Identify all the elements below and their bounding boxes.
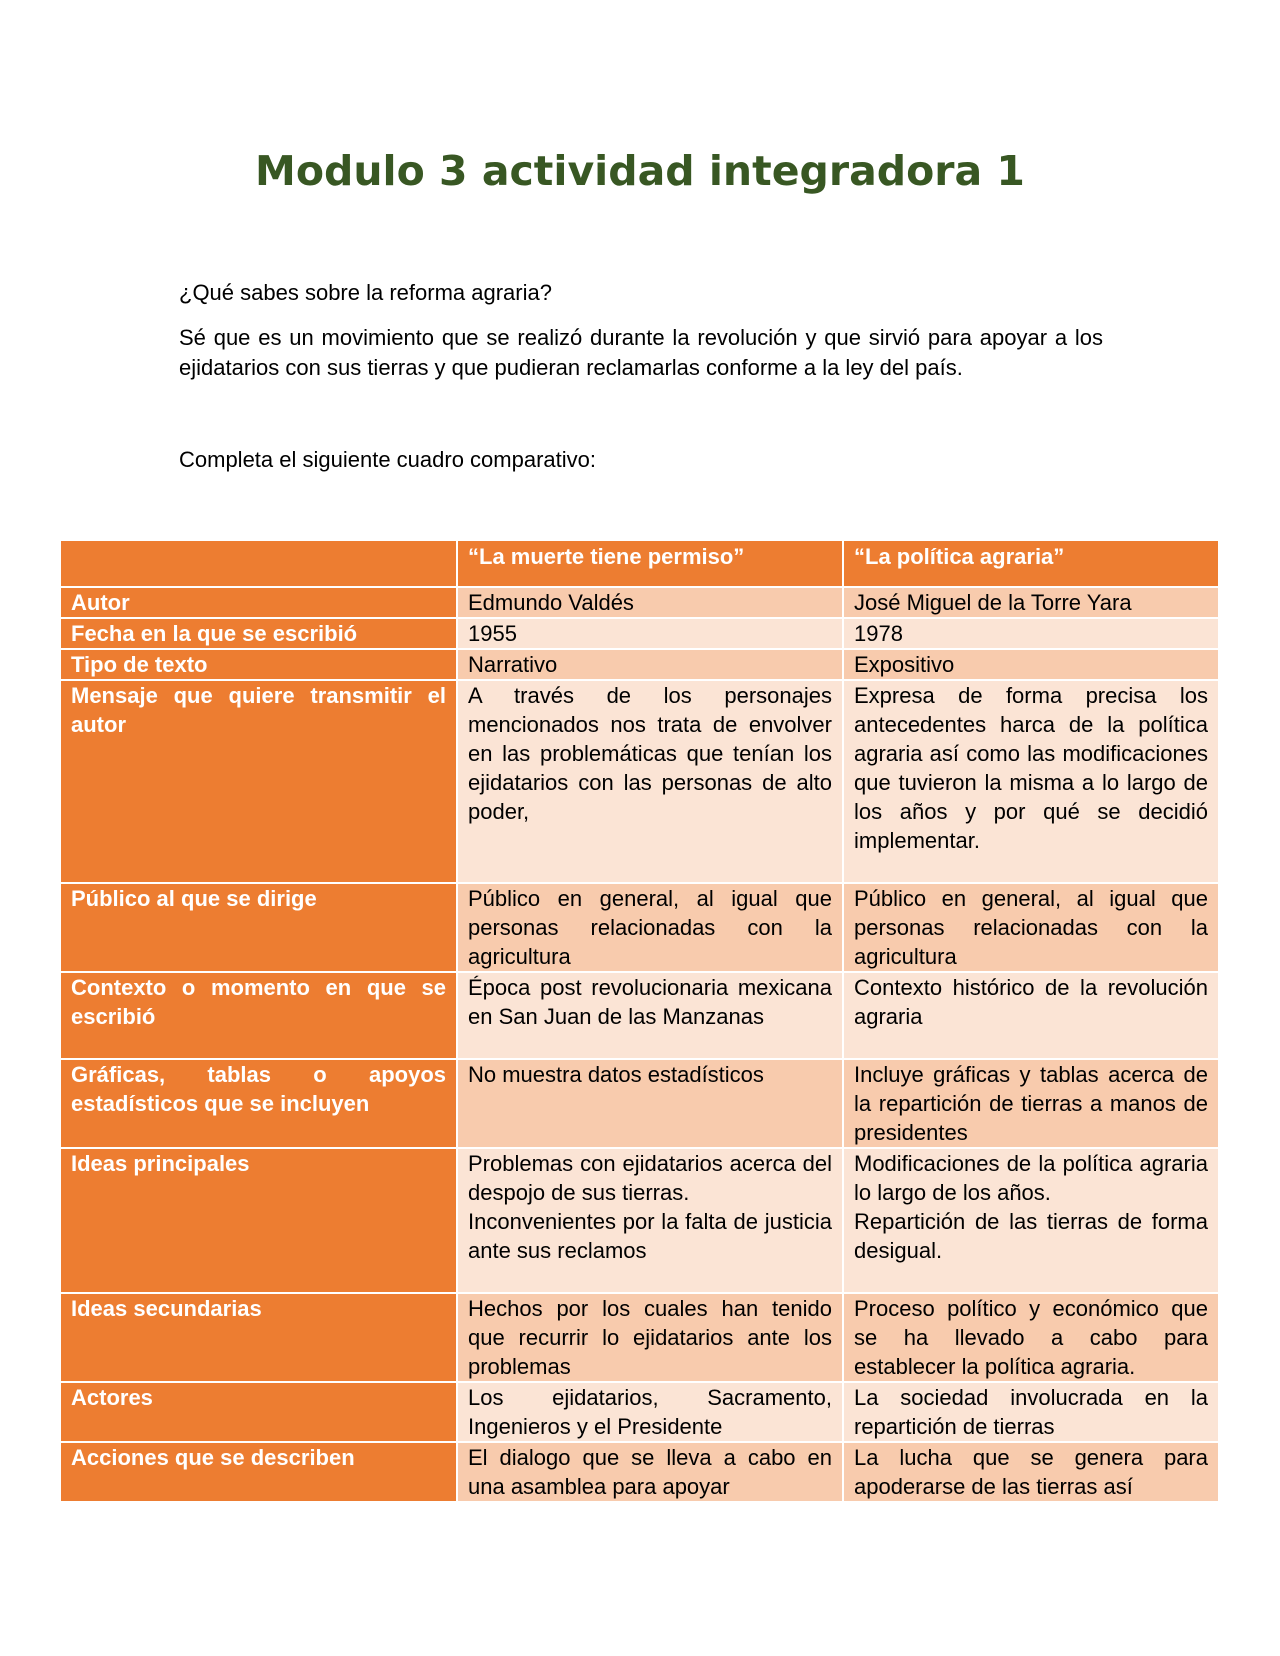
table-row (60, 649, 1219, 680)
row-label: Ideas secundarias (60, 1293, 457, 1382)
table-header-row (60, 540, 1219, 587)
cell-text-1: Hechos por los cuales han tenido que recurrir lo ejidatarios ante los problemas (457, 1293, 843, 1382)
header-empty-cell (60, 540, 457, 587)
cell-text-1: Edmundo Valdés (457, 587, 843, 618)
header-text-1: “La muerte tiene permiso” (457, 540, 843, 587)
cell-text-2: Contexto histórico de la revolución agraria (843, 972, 1219, 1059)
table-row (60, 972, 1219, 1059)
cell-text-1: Época post revolucionaria mexicana en San Juan de las Manzanas (457, 972, 843, 1059)
cell-text-2: La lucha que se genera para apoderarse de las tierras así (843, 1442, 1219, 1502)
table-row (60, 1442, 1219, 1502)
table-row (60, 1148, 1219, 1293)
question-text: ¿Qué sabes sobre la reforma agraria? (179, 280, 552, 305)
comparison-table (59, 539, 1220, 1503)
table-row (60, 1059, 1219, 1148)
header-text-2: “La política agraria” (843, 540, 1219, 587)
cell-text-2: La sociedad involucrada en la repartición de tierras (843, 1382, 1219, 1442)
row-label: Mensaje que quiere transmitir el autor (60, 680, 457, 883)
table-row (60, 1293, 1219, 1382)
answer-paragraph: Sé que es un movimiento que se realizó durante la revolución y que sirvió para apoyar a los ejidatarios con sus tierras y que pudieran reclamarlas conforme a la ley del país. (179, 325, 1103, 380)
cell-text-2: José Miguel de la Torre Yara (843, 587, 1219, 618)
row-label: Fecha en la que se escribió (60, 618, 457, 649)
cell-text-1: El dialogo que se lleva a cabo en una asamblea para apoyar (457, 1442, 843, 1502)
table-row (60, 883, 1219, 972)
row-label: Acciones que se describen (60, 1442, 457, 1502)
cell-text-2 (843, 1148, 1219, 1293)
cell-text-1 (457, 1148, 843, 1293)
row-label: Ideas principales (60, 1148, 457, 1293)
row-label: Público al que se dirige (60, 883, 457, 972)
idea-line: Inconvenientes por la falta de justicia ante sus reclamos (468, 1209, 832, 1263)
row-label: Autor (60, 587, 457, 618)
table-row (60, 618, 1219, 649)
row-label: Tipo de texto (60, 649, 457, 680)
cell-text-1: Los ejidatarios, Sacramento, Ingenieros y el Presidente (457, 1382, 843, 1442)
cell-text-2: 1978 (843, 618, 1219, 649)
idea-line: Repartición de las tierras de forma desigual. (854, 1209, 1208, 1263)
idea-line: Modificaciones de la política agraria lo largo de los años. (854, 1151, 1208, 1205)
cell-text-2: Proceso político y económico que se ha llevado a cabo para establecer la política agraria. (843, 1293, 1219, 1382)
cell-text-2: Público en general, al igual que personas relacionadas con la agricultura (843, 883, 1219, 972)
table-row (60, 680, 1219, 883)
row-label: Actores (60, 1382, 457, 1442)
cell-text-2: Expositivo (843, 649, 1219, 680)
idea-line: Problemas con ejidatarios acerca del despojo de sus tierras. (468, 1151, 832, 1205)
cell-text-1: A través de los personajes mencionados nos trata de envolver en las problemáticas que tenían los ejidatarios con las personas de alto poder, (457, 680, 843, 883)
table-row (60, 1382, 1219, 1442)
cell-text-1: Público en general, al igual que personas relacionadas con la agricultura (457, 883, 843, 972)
row-label: Contexto o momento en que se escribió (60, 972, 457, 1059)
instruction-text: Completa el siguiente cuadro comparativo: (179, 447, 597, 472)
table-row (60, 587, 1219, 618)
document-title: Modulo 3 actividad integradora 1 (255, 147, 1025, 195)
cell-text-1: Narrativo (457, 649, 843, 680)
row-label: Gráficas, tablas o apoyos estadísticos que se incluyen (60, 1059, 457, 1148)
cell-text-1: 1955 (457, 618, 843, 649)
cell-text-1: No muestra datos estadísticos (457, 1059, 843, 1148)
cell-text-2: Expresa de forma precisa los antecedentes harca de la política agraria así como las modificaciones que tuvieron la misma a lo largo de los años y por qué se decidió implementar. (843, 680, 1219, 883)
cell-text-2: Incluye gráficas y tablas acerca de la repartición de tierras a manos de presidentes (843, 1059, 1219, 1148)
